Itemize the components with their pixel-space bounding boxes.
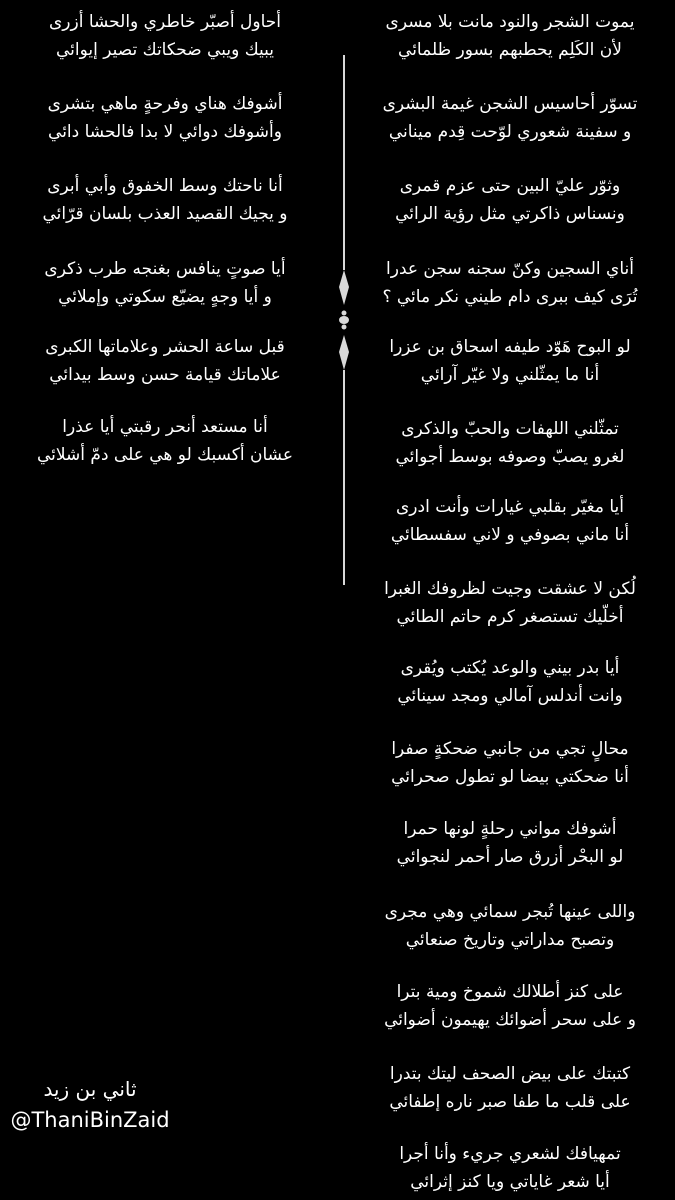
verse-line: ونسناس ذاكرتي مثل رؤية الرائي (395, 204, 625, 224)
stanza (345, 654, 675, 710)
verse-line: محالٍ تجي من جانبي ضحكةٍ صفرا (391, 739, 629, 759)
verse-line: أنا ضحكتي بيضا لو تطول صحرائي (391, 767, 629, 787)
stanza (345, 493, 675, 549)
verse-line: أخلّيك تستصغر كرم حاتم الطائي (396, 607, 624, 627)
verse-line: أنا ما يمثّلني ولا غيّر آرائي (420, 365, 600, 385)
stanza (345, 815, 675, 871)
verse-line: تمهيافك لشعري جريء وأنا أجرا (399, 1144, 621, 1164)
stanza (0, 8, 330, 64)
verse-line: لو البحْر أزرق صار أحمر لنجوائي (396, 847, 624, 867)
verse-line: أشوفك مواني رحلةٍ لونها حمرا (403, 819, 617, 839)
verse-line: أيا مغيّر بقلبي غيارات وأنت ادرى (395, 497, 625, 517)
stanza (0, 172, 330, 228)
stanza (345, 1140, 675, 1196)
verse-line: عشان أكسبك لو هي على دمّ أشلائي (37, 445, 293, 465)
verse-line: أيا صوتٍ ينافس بغنجه طرب ذكرى (44, 259, 286, 279)
verse-line: أنا ماني بصوفي و لاني سفسطائي (390, 525, 630, 545)
stanza (345, 8, 675, 64)
stanza (345, 172, 675, 228)
verse-line: وانت أندلس آمالي ومجد سينائي (397, 686, 623, 706)
verse-line: أنا ناحتك وسط الخفوق وأبي أبرى (47, 176, 283, 196)
verse-line: تمثّلني اللهفات والحبّ والذكرى (401, 419, 619, 439)
stanza (345, 90, 675, 146)
stanza (345, 898, 675, 954)
verse-line: و على سحر أضوائك يهيمون أضوائي (384, 1010, 636, 1030)
verse-line: لغرو يصبّ وصوفه بوسط أجوائي (395, 447, 625, 467)
verse-line: أيا بدر بيني والوعد يُكتب ويُقرى (400, 658, 620, 678)
verse-line: على قلب ما طفا صبر ناره إطفائي (389, 1092, 631, 1112)
stanza (0, 90, 330, 146)
verse-line: يموت الشجر والنود مانت بلا مسرى (385, 12, 635, 32)
verse-line: وثوّر عليّ البين حتى عزم قمرى (399, 176, 621, 196)
ornamental-divider-icon (336, 55, 352, 585)
stanza (345, 415, 675, 471)
stanza (345, 1060, 675, 1116)
verse-line: أحاول أصبّر خاطري والحشا أزرى (48, 12, 282, 32)
stanza (345, 255, 675, 311)
verse-line: واللى عينها تُبجر سمائي وهي مجرى (384, 902, 636, 922)
author-name: ثاني بن زيد (43, 1077, 137, 1101)
stanza (345, 978, 675, 1034)
verse-line: يبيك ويبي ضحكاتك تصير إيوائي (55, 40, 275, 60)
verse-line: و سفينة شعوري لوّحت قِدم ميناني (388, 122, 632, 142)
stanza (0, 333, 330, 389)
verse-line: علاماتك قيامة حسن وسط بيدائي (49, 365, 281, 385)
verse-line: أشوفك هناي وفرحةٍ ماهي بتشرى (47, 94, 283, 114)
verse-line: تُرَى كيف ببرى دام طيني نكر مائي ؟ (382, 287, 638, 307)
verse-line: تسوّر أحاسيس الشجن غيمة البشرى (382, 94, 638, 114)
verse-line: أيا شعر غاياتي ويا كنز إثرائي (410, 1172, 610, 1192)
verse-line: أنا مستعد أنحر رقبتي أيا عذرا (62, 417, 268, 437)
verse-line: على كنز أطلالك شموخ ومية بترا (396, 982, 624, 1002)
verse-line: و أيا وجهٍ يضيّع سكوتي وإملائي (58, 287, 272, 307)
stanza (0, 413, 330, 469)
author-handle: @ThaniBinZaid (10, 1108, 170, 1132)
verse-line: و يجيك القصيد العذب بلسان قرّائي (42, 204, 288, 224)
verse-line: لو البوح هَوّد طيفه اسحاق بن عزرا (389, 337, 631, 357)
verse-line: كتبتك على بيض الصحف ليتك بتدرا (389, 1064, 631, 1084)
verse-line: أناي السجين وكنّ سجنه سجن عدرا (386, 259, 634, 279)
stanza (0, 255, 330, 311)
stanza (345, 735, 675, 791)
stanza (345, 333, 675, 389)
stanza (345, 575, 675, 631)
verse-line: لأن الكَلِم يحطبهم بسور ظلمائي (398, 40, 622, 60)
verse-line: وتصبح مداراتي وتاريخ صنعائي (405, 930, 615, 950)
verse-line: لُكن لا عشقت وجيت لظروفك الغبرا (384, 579, 636, 599)
verse-line: وأشوفك دوائي لا بدا فالحشا دائي (48, 122, 282, 142)
verse-line: قبل ساعة الحشر وعلاماتها الكبرى (45, 337, 285, 357)
